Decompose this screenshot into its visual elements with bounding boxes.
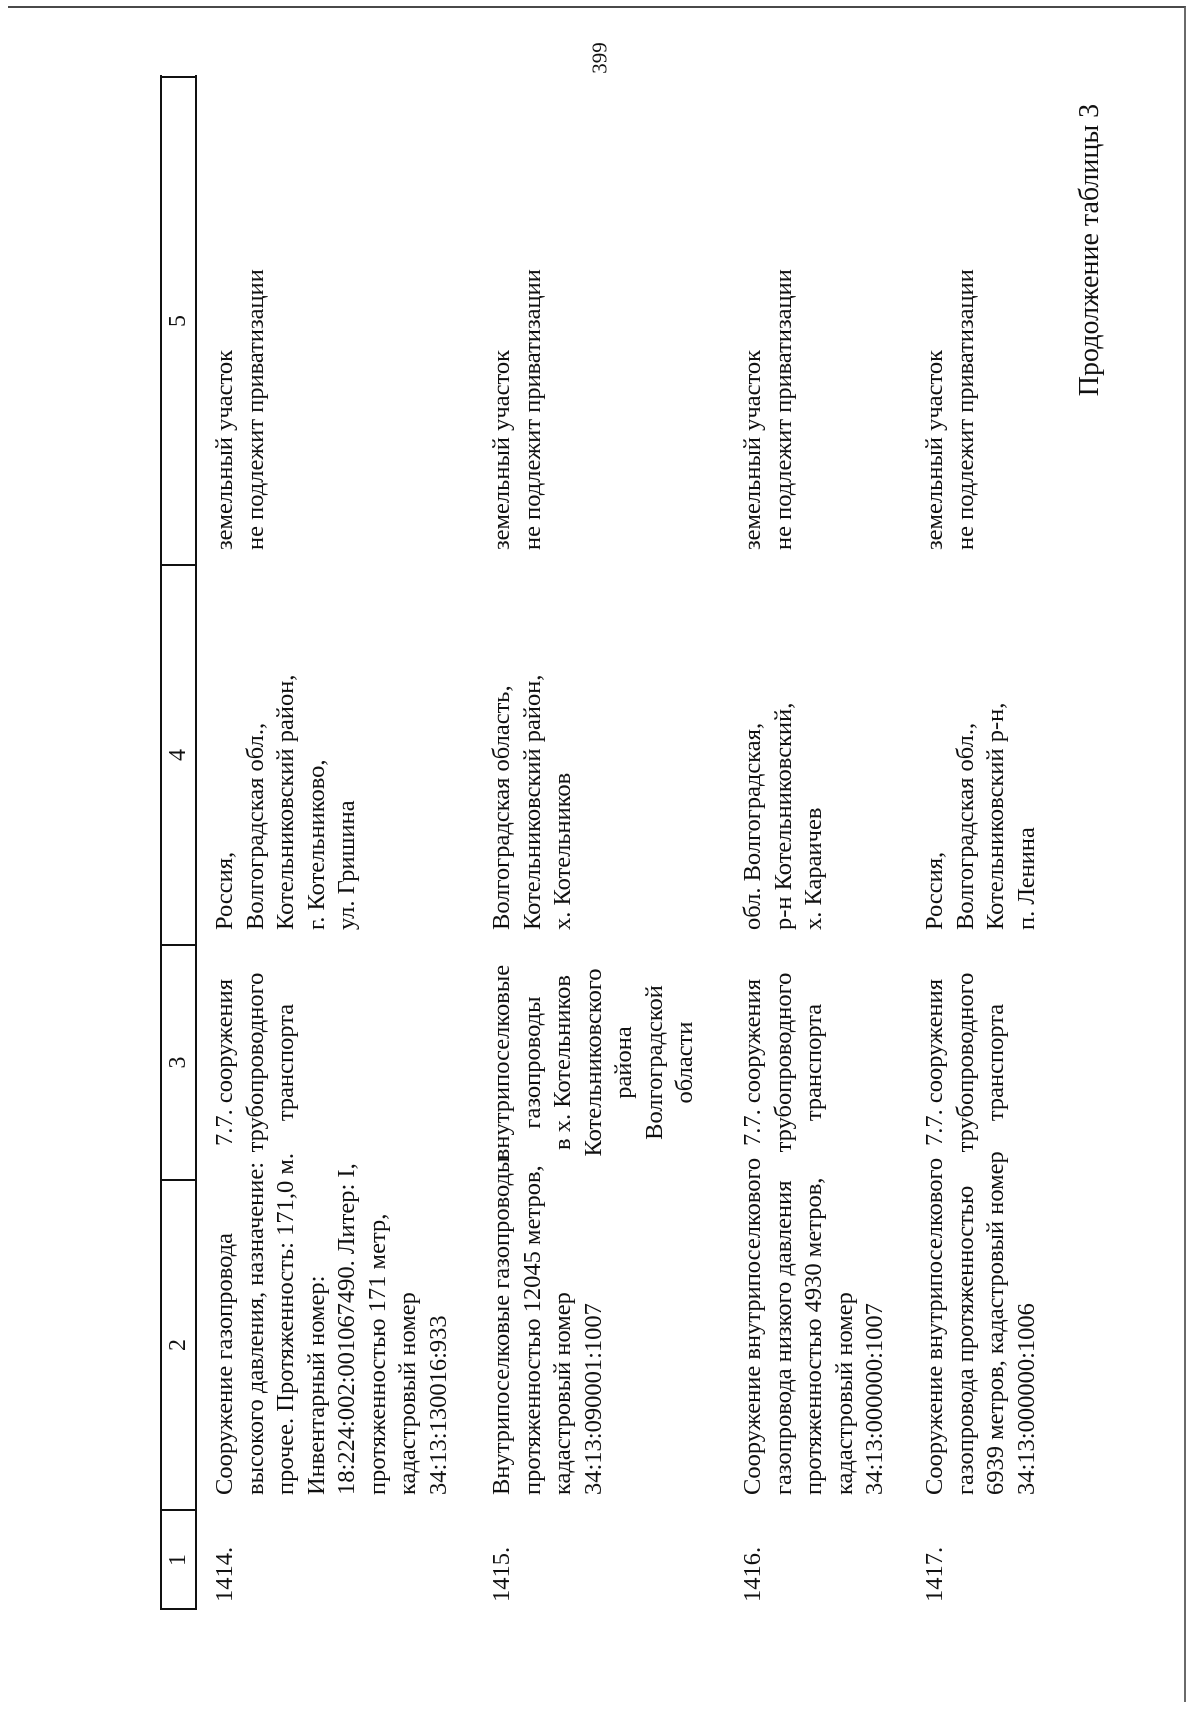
row-note: земельный участок не подлежит приватизации bbox=[739, 269, 797, 550]
row-description: Сооружение внутрипоселкового газопровода протяженностью 6939 метров, кадастровый номер 34:13:000000:1006 bbox=[921, 1151, 1040, 1495]
header-col-4: 4 bbox=[165, 749, 191, 761]
header-col-2: 2 bbox=[165, 1339, 191, 1351]
row-number: 1414. bbox=[211, 1546, 238, 1602]
row-category: 7.7. сооружения трубопроводного транспорта bbox=[211, 972, 299, 1153]
row-note: земельный участок не подлежит приватизации bbox=[211, 269, 269, 550]
table-caption: Продолжение таблицы 3 bbox=[1074, 103, 1105, 397]
row-category: 7.7. сооружения трубопроводного транспорта bbox=[739, 972, 827, 1153]
row-note: земельный участок не подлежит приватизации bbox=[488, 269, 546, 550]
row-category: 7.7. сооружения трубопроводного транспорта bbox=[921, 972, 1009, 1153]
header-col-3: 3 bbox=[165, 1056, 191, 1069]
row-number: 1415. bbox=[488, 1546, 515, 1602]
page-number: 399 bbox=[587, 42, 612, 74]
row-address: Россия, Волгоградская обл., Котельниковский р-н, п. Ленина bbox=[921, 702, 1040, 930]
row-description: Внутрипоселковые газопроводы протяженностью 12045 метров, кадастровый номер 34:13:090001:1007 bbox=[488, 1156, 607, 1495]
row-address: Россия, Волгоградская обл., Котельниковский район, г. Котельниково, ул. Гришина bbox=[211, 674, 360, 930]
row-description: Сооружение внутрипоселкового газопровода низкого давления протяженностью 4930 метров, кадастровый номер 34:13:000000:1007 bbox=[739, 1157, 888, 1495]
row-address: Волгоградская область, Котельниковский район, х. Котельников bbox=[488, 674, 576, 930]
row-number: 1416. bbox=[739, 1546, 766, 1602]
row-address: обл. Волгоградская, р-н Котельниковский, х. Караичев bbox=[739, 702, 827, 930]
row-category: внутрипоселковые газопроводы в х. Котельников Котельниковского района Волгоградской области bbox=[488, 964, 698, 1161]
row-description: Сооружение газопровода высокого давления, назначение: прочее. Протяженность: 171,0 м. Инвентарный номер: 18:224:002:001067490. Литер: I, протяженностью 171 метр, кадастровый номер 34:13:130016:933 bbox=[211, 1153, 452, 1495]
table-container bbox=[160, 75, 1060, 1610]
rotated-table bbox=[160, 75, 1060, 1610]
header-col-1: 1 bbox=[165, 1554, 191, 1566]
row-number: 1417. bbox=[921, 1546, 948, 1602]
row-note: земельный участок не подлежит приватизации bbox=[921, 269, 979, 550]
header-col-5: 5 bbox=[165, 315, 191, 327]
